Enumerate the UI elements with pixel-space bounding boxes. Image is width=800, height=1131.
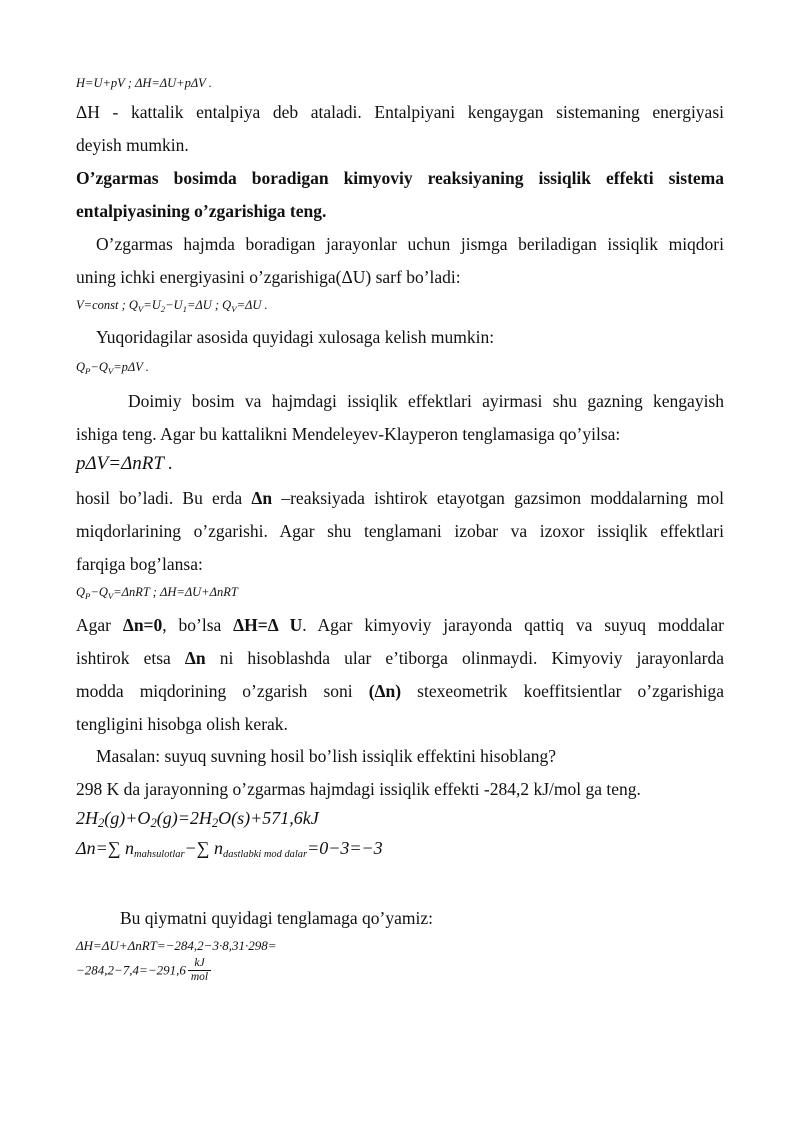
equation-water-formation: $2H_2(g)+O_2(g)=2H_2O(s)+571,6kJ$ <box>76 808 319 830</box>
paragraph-example <box>76 740 724 806</box>
text-line: modda miqdorining o’zgarish soni (Δn) stexeometrik koeffitsientlar o’zgarishiga <box>76 681 724 701</box>
paragraph-conclusion-intro <box>76 321 724 354</box>
text-line: O’zgarmas hajmda boradigan jarayonlar uchun jismga beriladigan issiqlik miqdori <box>96 234 724 254</box>
equation-qp-qv: $Q_P-Q_V=p\Delta V$ . <box>76 360 149 376</box>
text-line: O’zgarmas bosimda boradigan kimyoviy reaksiyaning issiqlik effekti sistema <box>76 168 724 188</box>
text-line: 298 K da jarayonning o’zgarmas hajmdagi issiqlik effekti -284,2 kJ/mol ga teng. <box>76 779 641 799</box>
text-line: Yuqoridagilar asosida quyidagi xulosaga kelish mumkin: <box>96 327 495 347</box>
text-line: farqiga bog’lansa: <box>76 554 203 574</box>
text-line: entalpiyasining o’zgarishiga teng. <box>76 201 327 221</box>
text-line: Doimiy bosim va hajmdagi issiqlik effektlari ayirmasi shu gazning kengayish <box>128 391 724 411</box>
text-line: hosil bo’ladi. Bu erda Δn –reaksiyada ishtirok etayotgan gazsimon moddalarning mol <box>76 488 725 508</box>
equation-delta-h-calc: ΔH=ΔU+ΔnRT=−284,2−3·8,31·298= <box>76 938 277 953</box>
text-line: ΔH - kattalik entalpiya deb ataladi. Entalpiyani kengaygan sistemaning energiyasi <box>76 102 724 122</box>
unit-fraction: $\frac{kJ}{\text{mol}}$ <box>188 957 211 984</box>
equation-delta-n-sum: Δn=∑ $n_{mahsulotlar}-\sum$ $n_{dastlabki mod dalar}=0-3=-3$ <box>76 838 383 860</box>
equation-enthalpy: H=U+pV ; ΔH=ΔU+pΔV . <box>76 76 212 90</box>
text-line: deyish mumkin. <box>76 135 189 155</box>
equation-delta-h-result: −284,2−7,4=−291,6 $\frac{kJ}{\text{mol}}$ <box>76 957 211 984</box>
text-line: ishtirok etsa Δn ni hisoblashda ular e’tiborga olinmaydi. Kimyoviy jarayonlarda <box>76 648 724 668</box>
paragraph-difference <box>76 385 724 451</box>
text-line: ishiga teng. Agar bu kattalikni Mendeleyev-Klayperon tenglamasiga qo’yilsa: <box>76 424 621 444</box>
paragraph-enthalpy-definition <box>76 96 724 162</box>
equation-pdv-dnrt: pΔV=ΔnRT . <box>76 453 174 474</box>
text-line: tengligini hisobga olish kerak. <box>76 714 288 734</box>
paragraph-conditions <box>76 609 724 741</box>
text-line: Masalan: suyuq suvning hosil bo’lish issiqlik effektini hisoblang? <box>96 746 556 766</box>
text-line: uning ichki energiyasini o’zgarishiga(ΔU) sarf bo’ladi: <box>76 267 461 287</box>
text-line: miqdorlarining o’zgarishi. Agar shu tenglamani izobar va izoxor issiqlik effektlari <box>76 521 724 541</box>
paragraph-bold-statement <box>76 162 724 228</box>
equation-const-volume: V=const ; $Q_V=U_2-U_1=\Delta U$ ; $Q_V=\Delta U$ . <box>76 298 268 314</box>
equation-qp-qv-dnrt: $Q_P-Q_V=\Delta nRT$ ; ΔH=ΔU+ΔnRT <box>76 585 238 601</box>
paragraph-delta-n <box>76 482 724 581</box>
paragraph-constant-volume <box>76 228 724 294</box>
text-line: Agar Δn=0, bo’lsa ΔH=Δ U. Agar kimyoviy jarayonda qattiq va suyuq moddalar <box>76 615 724 635</box>
paragraph-substitute <box>76 902 724 935</box>
text-line: Bu qiymatni quyidagi tenglamaga qo’yamiz: <box>120 908 433 928</box>
